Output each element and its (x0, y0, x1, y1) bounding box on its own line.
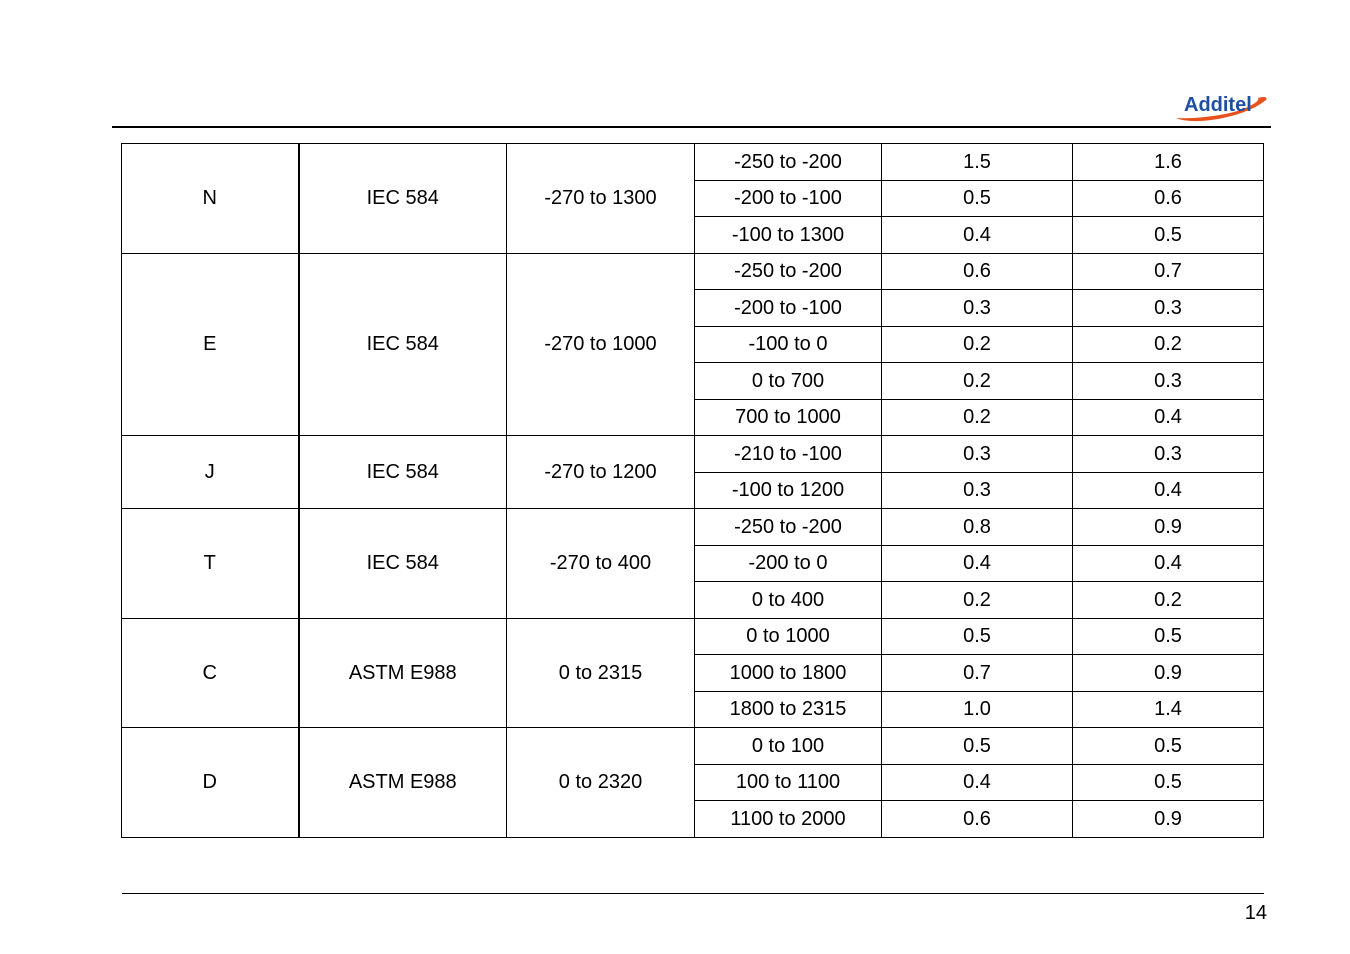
sub-range-cell: -210 to -100 (695, 436, 882, 473)
sub-range-cell: -250 to -200 (695, 144, 882, 181)
value-2-cell: 0.5 (1073, 217, 1264, 254)
value-2-cell: 0.9 (1073, 801, 1264, 838)
sub-range-cell: 1800 to 2315 (695, 691, 882, 728)
value-1-cell: 0.7 (882, 655, 1073, 692)
table-row (122, 144, 1264, 181)
value-2-cell: 0.4 (1073, 545, 1264, 582)
table-row (122, 436, 1264, 473)
sub-range-cell: -200 to -100 (695, 290, 882, 327)
standard-cell: IEC 584 (299, 436, 507, 509)
thermocouple-type-cell: N (122, 144, 299, 254)
sub-range-cell: 1100 to 2000 (695, 801, 882, 838)
standard-cell: IEC 584 (299, 144, 507, 254)
value-2-cell: 0.5 (1073, 728, 1264, 765)
sub-range-cell: -200 to -100 (695, 180, 882, 217)
value-2-cell: 1.4 (1073, 691, 1264, 728)
value-2-cell: 0.6 (1073, 180, 1264, 217)
standard-cell: ASTM E988 (299, 618, 507, 728)
value-1-cell: 0.2 (882, 363, 1073, 400)
value-1-cell: 0.2 (882, 582, 1073, 619)
table-row (122, 728, 1264, 765)
value-2-cell: 0.3 (1073, 436, 1264, 473)
thermocouple-accuracy-table (121, 143, 1264, 838)
logo-text: Additel (1184, 94, 1252, 116)
full-range-cell: -270 to 1200 (507, 436, 695, 509)
value-2-cell: 0.3 (1073, 363, 1264, 400)
value-1-cell: 1.5 (882, 144, 1073, 181)
thermocouple-type-cell: J (122, 436, 299, 509)
value-1-cell: 0.6 (882, 253, 1073, 290)
value-1-cell: 0.4 (882, 545, 1073, 582)
sub-range-cell: -100 to 0 (695, 326, 882, 363)
full-range-cell: -270 to 400 (507, 509, 695, 619)
value-1-cell: 0.4 (882, 217, 1073, 254)
standard-cell: IEC 584 (299, 253, 507, 436)
value-1-cell: 0.2 (882, 326, 1073, 363)
footer-divider (122, 893, 1264, 894)
sub-range-cell: 0 to 700 (695, 363, 882, 400)
sub-range-cell: -250 to -200 (695, 253, 882, 290)
value-2-cell: 0.4 (1073, 472, 1264, 509)
value-1-cell: 0.3 (882, 290, 1073, 327)
value-2-cell: 1.6 (1073, 144, 1264, 181)
table-body (122, 144, 1264, 838)
value-1-cell: 0.4 (882, 764, 1073, 801)
table-row (122, 618, 1264, 655)
table-row (122, 509, 1264, 546)
value-1-cell: 0.8 (882, 509, 1073, 546)
value-2-cell: 0.7 (1073, 253, 1264, 290)
value-1-cell: 0.5 (882, 728, 1073, 765)
value-2-cell: 0.4 (1073, 399, 1264, 436)
thermocouple-type-cell: T (122, 509, 299, 619)
page-number: 14 (1244, 902, 1267, 924)
value-1-cell: 0.3 (882, 472, 1073, 509)
sub-range-cell: 0 to 400 (695, 582, 882, 619)
full-range-cell: 0 to 2320 (507, 728, 695, 838)
table-row (122, 253, 1264, 290)
value-1-cell: 0.5 (882, 180, 1073, 217)
thermocouple-type-cell: E (122, 253, 299, 436)
value-1-cell: 0.3 (882, 436, 1073, 473)
value-2-cell: 0.2 (1073, 582, 1264, 619)
value-2-cell: 0.3 (1073, 290, 1264, 327)
sub-range-cell: -100 to 1200 (695, 472, 882, 509)
sub-range-cell: -200 to 0 (695, 545, 882, 582)
sub-range-cell: 700 to 1000 (695, 399, 882, 436)
full-range-cell: -270 to 1300 (507, 144, 695, 254)
value-2-cell: 0.5 (1073, 618, 1264, 655)
value-2-cell: 0.2 (1073, 326, 1264, 363)
value-1-cell: 0.6 (882, 801, 1073, 838)
sub-range-cell: 0 to 100 (695, 728, 882, 765)
value-2-cell: 0.9 (1073, 509, 1264, 546)
value-1-cell: 1.0 (882, 691, 1073, 728)
sub-range-cell: 0 to 1000 (695, 618, 882, 655)
thermocouple-type-cell: D (122, 728, 299, 838)
standard-cell: IEC 584 (299, 509, 507, 619)
value-1-cell: 0.5 (882, 618, 1073, 655)
sub-range-cell: -100 to 1300 (695, 217, 882, 254)
additel-logo-mark (1174, 88, 1270, 124)
value-1-cell: 0.2 (882, 399, 1073, 436)
full-range-cell: 0 to 2315 (507, 618, 695, 728)
value-2-cell: 0.5 (1073, 764, 1264, 801)
header-divider (112, 126, 1271, 128)
standard-cell: ASTM E988 (299, 728, 507, 838)
additel-logo (1174, 88, 1270, 124)
value-2-cell: 0.9 (1073, 655, 1264, 692)
sub-range-cell: 1000 to 1800 (695, 655, 882, 692)
sub-range-cell: -250 to -200 (695, 509, 882, 546)
full-range-cell: -270 to 1000 (507, 253, 695, 436)
thermocouple-type-cell: C (122, 618, 299, 728)
sub-range-cell: 100 to 1100 (695, 764, 882, 801)
